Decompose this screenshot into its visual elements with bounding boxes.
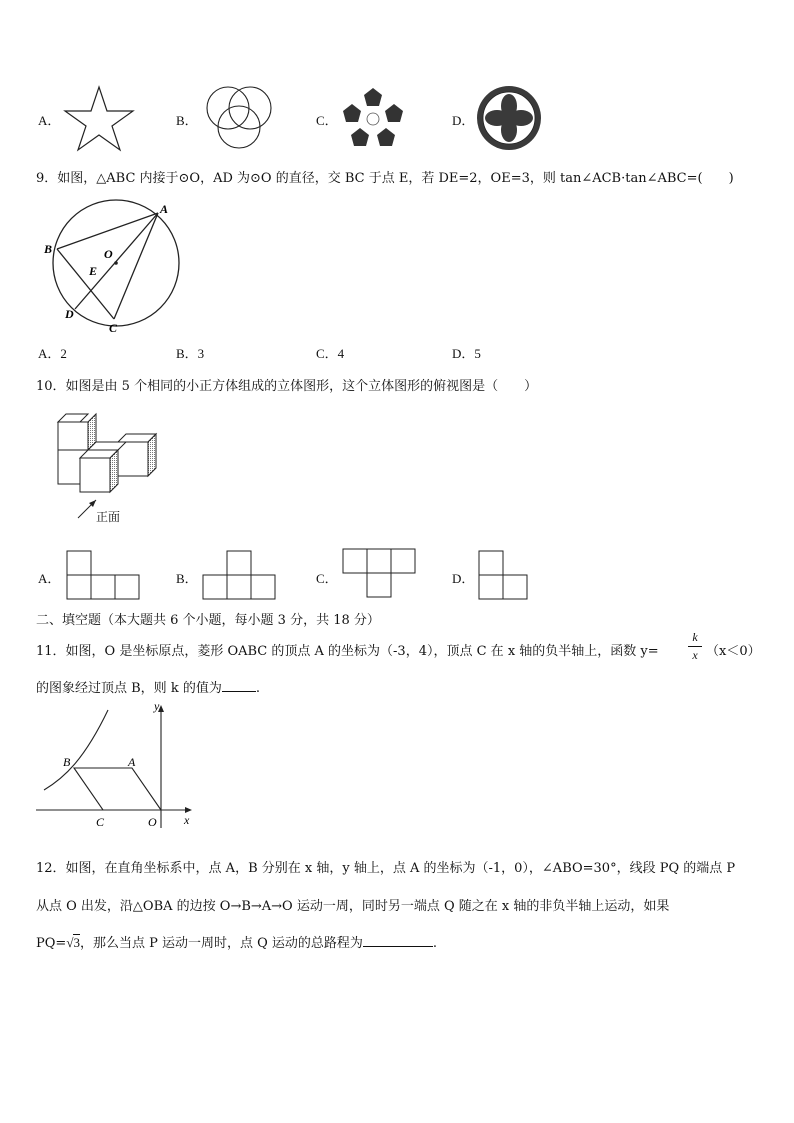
q11-line1-text: 11．如图，O 是坐标原点，菱形 OABC 的顶点 A 的坐标为（-3，4），顶点 C 在 x 轴的负半轴上，函数 y= (36, 644, 659, 659)
q10-option-b-label: B． (176, 571, 198, 586)
q10-option-d-figure (478, 550, 528, 600)
q11-line1 (36, 640, 659, 659)
circle-petals-figure (474, 84, 544, 152)
q8-option-c-label: C． (316, 113, 338, 128)
q11-answer-blank[interactable] (222, 679, 256, 692)
q8-option-b-label: B． (176, 113, 198, 128)
q10-option-a-label: A． (38, 571, 61, 586)
q8-option-d-label: D． (452, 113, 475, 128)
q9-stem: 9．如图，△ABC 内接于⊙O，AD 为⊙O 的直径，交 BC 于点 E，若 DE=2，OE=3，则 tan∠ACB·tan∠ABC=( ) (36, 171, 734, 186)
q9-label-c: C (109, 321, 118, 335)
pentagons-figure (340, 86, 406, 148)
q11-label-y: y (154, 699, 160, 713)
q12-line3-pre: PQ= (36, 936, 67, 951)
q10-option-c-label: C． (316, 571, 338, 586)
q12-line3-post: ，那么当点 P 运动一周时，点 Q 运动的总路程为 (79, 936, 363, 951)
q12-line3 (36, 932, 437, 951)
q9-circle-figure (40, 198, 190, 338)
q11-label-x: x (184, 813, 190, 827)
q12-line3-end: . (432, 936, 438, 951)
q11-fraction (688, 631, 702, 661)
q9-option-c: C．4 (316, 346, 345, 361)
q9-option-d: D．5 (452, 346, 481, 361)
radical-sign-icon: √ (66, 935, 74, 950)
q8-option-a-label: A． (38, 113, 61, 128)
q9-label-b: B (44, 242, 53, 256)
q11-line2-end: . (255, 681, 260, 696)
q11-frac-denominator: x (692, 648, 698, 662)
q12-answer-blank[interactable] (363, 934, 433, 947)
q12-line2: 从点 O 出发，沿△OBA 的边按 O→B→A→O 运动一周，同时另一端点 Q 随之在 x 轴的非负半轴上运动，如果 (36, 899, 670, 914)
q11-label-o: O (148, 815, 157, 829)
q12-line1: 12．如图，在直角坐标系中，点 A，B 分别在 x 轴，y 轴上，点 A 的坐标为（-1，0），∠ABO=30°，线段 PQ 的端点 P (36, 861, 736, 876)
q10-option-c-figure (342, 548, 416, 598)
q10-front-label: 正面 (96, 510, 121, 524)
q9-option-b: B．3 (176, 346, 205, 361)
q11-label-c: C (96, 815, 105, 829)
q9-label-d: D (65, 307, 74, 321)
section-heading: 二、填空题（本大题共 6 个小题，每小题 3 分，共 18 分） (36, 613, 380, 628)
q10-option-a-figure (66, 550, 140, 600)
star-figure (62, 84, 136, 152)
q11-line1-tail: （x＜0） (706, 644, 761, 659)
q11-label-a: A (128, 755, 136, 769)
q10-option-d-label: D． (452, 571, 475, 586)
q11-line2-text: 的图象经过顶点 B，则 k 的值为 (36, 681, 222, 696)
q9-option-a: A．2 (38, 346, 67, 361)
q9-label-e: E (89, 264, 98, 278)
q10-option-b-figure (202, 550, 276, 600)
q10-stem: 10．如图是由 5 个相同的小正方体组成的立体图形，这个立体图形的俯视图是（ ） (36, 379, 538, 394)
q12-sqrt-arg: 3 (73, 935, 80, 950)
q11-frac-numerator: k (692, 630, 698, 644)
three-circles-figure (200, 82, 278, 154)
q11-coordinate-figure (36, 699, 206, 832)
q9-label-o: O (104, 247, 113, 261)
q9-label-a: A (160, 202, 169, 216)
q11-line2 (36, 677, 260, 696)
q12-sqrt (66, 934, 80, 950)
q11-label-b: B (63, 755, 71, 769)
